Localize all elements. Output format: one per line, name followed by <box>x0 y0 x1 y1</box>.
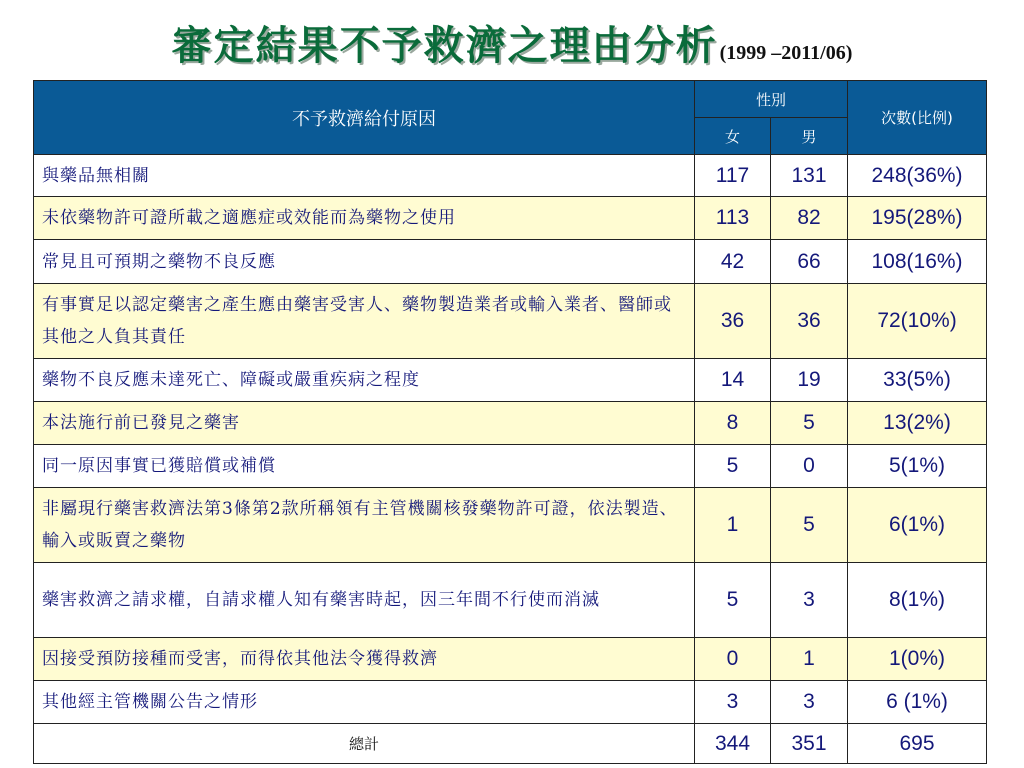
slide-title <box>0 14 1024 71</box>
male-cell: 0 <box>771 445 848 488</box>
reasons-table <box>33 80 987 764</box>
reason-cell: 藥害救濟之請求權，自請求權人知有藥害時起，因三年間不行使而消滅 <box>34 563 695 638</box>
male-cell: 1 <box>771 638 848 681</box>
total-male: 351 <box>771 724 848 764</box>
male-cell: 3 <box>771 681 848 724</box>
header-reason: 不予救濟給付原因 <box>34 81 695 155</box>
table-row <box>34 197 987 240</box>
female-cell: 8 <box>695 402 771 445</box>
count-cell: 5(1%) <box>848 445 987 488</box>
table-body <box>34 155 987 764</box>
count-cell: 8(1%) <box>848 563 987 638</box>
female-cell: 3 <box>695 681 771 724</box>
female-cell: 117 <box>695 155 771 197</box>
reason-cell: 本法施行前已發見之藥害 <box>34 402 695 445</box>
table-row <box>34 240 987 284</box>
male-cell: 3 <box>771 563 848 638</box>
reason-cell: 藥物不良反應未達死亡、障礙或嚴重疾病之程度 <box>34 359 695 402</box>
male-cell: 5 <box>771 488 848 563</box>
reason-cell: 未依藥物許可證所載之適應症或效能而為藥物之使用 <box>34 197 695 240</box>
female-cell: 42 <box>695 240 771 284</box>
male-cell: 5 <box>771 402 848 445</box>
title-text: 審定結果不予救濟之理由分析 <box>171 22 718 69</box>
total-count: 695 <box>848 724 987 764</box>
header-count: 次數(比例) <box>848 81 987 155</box>
male-cell: 131 <box>771 155 848 197</box>
header-female: 女 <box>695 118 771 155</box>
total-label: 總計 <box>34 724 695 764</box>
count-cell: 108(16%) <box>848 240 987 284</box>
count-cell: 72(10%) <box>848 284 987 359</box>
count-cell: 33(5%) <box>848 359 987 402</box>
count-cell: 6 (1%) <box>848 681 987 724</box>
table-row <box>34 402 987 445</box>
female-cell: 14 <box>695 359 771 402</box>
table-row <box>34 359 987 402</box>
header-sex: 性別 <box>695 81 848 118</box>
reason-cell: 有事實足以認定藥害之產生應由藥害受害人、藥物製造業者或輸入業者、醫師或其他之人負其責任 <box>34 284 695 359</box>
count-cell: 248(36%) <box>848 155 987 197</box>
female-cell: 113 <box>695 197 771 240</box>
count-cell: 195(28%) <box>848 197 987 240</box>
table-row <box>34 638 987 681</box>
header-male: 男 <box>771 118 848 155</box>
reason-cell: 常見且可預期之藥物不良反應 <box>34 240 695 284</box>
female-cell: 1 <box>695 488 771 563</box>
male-cell: 36 <box>771 284 848 359</box>
reason-cell: 其他經主管機關公告之情形 <box>34 681 695 724</box>
male-cell: 19 <box>771 359 848 402</box>
female-cell: 5 <box>695 563 771 638</box>
table-row <box>34 563 987 638</box>
count-cell: 13(2%) <box>848 402 987 445</box>
title-period: (1999 –2011/06) <box>719 42 853 64</box>
count-cell: 6(1%) <box>848 488 987 563</box>
table-row <box>34 445 987 488</box>
male-cell: 66 <box>771 240 848 284</box>
reason-cell: 因接受預防接種而受害，而得依其他法令獲得救濟 <box>34 638 695 681</box>
table-row <box>34 488 987 563</box>
female-cell: 5 <box>695 445 771 488</box>
total-row <box>34 724 987 764</box>
reason-cell: 非屬現行藥害救濟法第3條第2款所稱領有主管機關核發藥物許可證，依法製造、輸入或販賣之藥物 <box>34 488 695 563</box>
table-row <box>34 681 987 724</box>
female-cell: 36 <box>695 284 771 359</box>
female-cell: 0 <box>695 638 771 681</box>
header-row <box>34 81 987 118</box>
reason-cell: 與藥品無相關 <box>34 155 695 197</box>
table-row <box>34 155 987 197</box>
count-cell: 1(0%) <box>848 638 987 681</box>
reason-cell: 同一原因事實已獲賠償或補償 <box>34 445 695 488</box>
male-cell: 82 <box>771 197 848 240</box>
total-female: 344 <box>695 724 771 764</box>
table-row <box>34 284 987 359</box>
